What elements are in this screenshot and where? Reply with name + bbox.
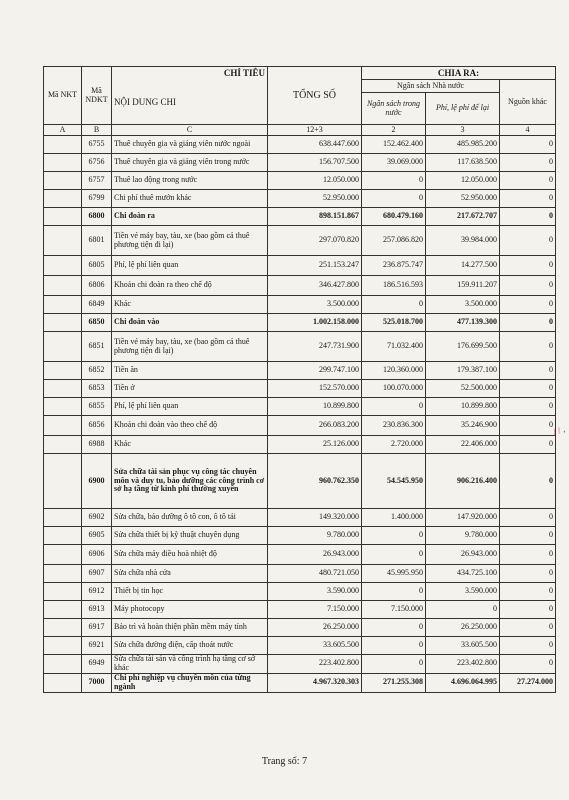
table-row [44,583,556,601]
row-nkt-cell [44,436,82,454]
row-content-cell: Tiền vé máy bay, tàu, xe (bao gồm cả thuê phương tiện đi lại) [112,332,268,362]
table-row [44,601,556,619]
row-nkt-cell [44,601,82,619]
row-content-cell: Bảo trì và hoàn thiện phần mềm máy tính [112,619,268,637]
table-row [44,454,556,509]
row-fees-cell: 3.500.000 [426,296,500,314]
row-nkt-cell [44,527,82,545]
row-total-cell: 156.707.500 [268,154,362,172]
table-row [44,362,556,380]
row-fees-cell: 22.406.000 [426,436,500,454]
row-nkt-cell [44,190,82,208]
table-row [44,226,556,256]
row-domestic-cell: 0 [362,655,426,674]
row-other-cell: 0 [500,509,556,527]
row-other-cell: 0 [500,601,556,619]
row-domestic-cell: 7.150.000 [362,601,426,619]
row-total-cell: 149.320.000 [268,509,362,527]
row-total-cell: 9.780.000 [268,527,362,545]
row-code-cell: 6902 [82,509,112,527]
row-content-cell: Sửa chữa nhà cửa [112,565,268,583]
row-total-cell: 152.570.000 [268,380,362,398]
column-letter: 3 [426,125,500,136]
header-ma-ndkt: Mã NDKT [82,67,112,125]
table-row [44,172,556,190]
row-content-cell: Sửa chữa thiết bị kỹ thuật chuyên dụng [112,527,268,545]
row-nkt-cell [44,208,82,226]
table-row [44,276,556,296]
header-phi-le-phi: Phí, lệ phí để lại [426,93,500,125]
handwritten-mark: / / , [551,423,567,438]
table-row [44,398,556,416]
row-fees-cell: 10.899.800 [426,398,500,416]
row-domestic-cell: 120.360.000 [362,362,426,380]
row-other-cell: 0 [500,154,556,172]
column-letter: 4 [500,125,556,136]
row-nkt-cell [44,509,82,527]
row-total-cell: 12.050.000 [268,172,362,190]
row-total-cell: 10.899.800 [268,398,362,416]
row-domestic-cell: 680.479.160 [362,208,426,226]
row-code-cell: 6849 [82,296,112,314]
row-code-cell: 6856 [82,416,112,436]
row-other-cell: 0 [500,314,556,332]
row-total-cell: 251.153.247 [268,256,362,276]
row-fees-cell: 12.050.000 [426,172,500,190]
row-other-cell: 0 [500,190,556,208]
row-code-cell: 6757 [82,172,112,190]
row-other-cell: 0 [500,172,556,190]
row-domestic-cell: 0 [362,172,426,190]
row-domestic-cell: 2.720.000 [362,436,426,454]
row-content-cell: Sửa chữa máy điều hoà nhiệt độ [112,545,268,565]
budget-table [43,66,556,693]
row-code-cell: 6853 [82,380,112,398]
row-content-cell: Chi đoàn vào [112,314,268,332]
row-fees-cell: 26.943.000 [426,545,500,565]
header-tong-so: TỔNG SỐ [268,67,362,125]
row-fees-cell: 179.387.100 [426,362,500,380]
row-total-cell: 266.083.200 [268,416,362,436]
table-row [44,527,556,545]
row-nkt-cell [44,619,82,637]
row-domestic-cell: 45.995.950 [362,565,426,583]
row-fees-cell: 485.985.200 [426,136,500,154]
row-code-cell: 6905 [82,527,112,545]
row-content-cell: Tiền ở [112,380,268,398]
row-fees-cell: 14.277.500 [426,256,500,276]
column-letter-row [44,125,556,136]
row-total-cell: 346.427.800 [268,276,362,296]
row-content-cell: Thuê lao động trong nước [112,172,268,190]
row-other-cell: 0 [500,362,556,380]
row-total-cell: 223.402.800 [268,655,362,674]
row-total-cell: 247.731.900 [268,332,362,362]
row-code-cell: 6805 [82,256,112,276]
row-nkt-cell [44,655,82,674]
row-other-cell: 0 [500,454,556,509]
row-code-cell: 6755 [82,136,112,154]
row-content-cell: Tiền vé máy bay, tàu, xe (bao gồm cả thuê phương tiện đi lại) [112,226,268,256]
row-content-cell: Khoản chi đoàn ra theo chế độ [112,276,268,296]
row-nkt-cell [44,296,82,314]
column-letter: 2 [362,125,426,136]
row-total-cell: 7.150.000 [268,601,362,619]
row-other-cell: 0 [500,136,556,154]
row-domestic-cell: 236.875.747 [362,256,426,276]
row-content-cell: Thuê chuyên gia và giảng viên trong nước [112,154,268,172]
row-nkt-cell [44,583,82,601]
row-other-cell: 0 [500,436,556,454]
row-other-cell: 0 [500,655,556,674]
row-content-cell: Sửa chữa, bảo dưỡng ô tô con, ô tô tải [112,509,268,527]
row-nkt-cell [44,172,82,190]
row-domestic-cell: 186.516.593 [362,276,426,296]
row-nkt-cell [44,136,82,154]
table-row [44,655,556,674]
row-fees-cell: 33.605.500 [426,637,500,655]
row-other-cell: 0 [500,416,556,436]
row-content-cell: Thuê chuyên gia và giảng viên nước ngoài [112,136,268,154]
row-total-cell: 480.721.050 [268,565,362,583]
row-total-cell: 33.605.500 [268,637,362,655]
row-other-cell: 0 [500,208,556,226]
row-total-cell: 898.151.867 [268,208,362,226]
row-domestic-cell: 0 [362,545,426,565]
row-nkt-cell [44,565,82,583]
row-content-cell: Phí, lệ phí liên quan [112,398,268,416]
table-row [44,380,556,398]
row-fees-cell: 39.984.000 [426,226,500,256]
table-row [44,256,556,276]
column-letter: B [82,125,112,136]
row-nkt-cell [44,154,82,172]
row-content-cell: Khác [112,296,268,314]
row-fees-cell: 477.139.300 [426,314,500,332]
table-row [44,637,556,655]
row-code-cell: 6913 [82,601,112,619]
row-fees-cell: 52.500.000 [426,380,500,398]
table-row [44,416,556,436]
row-total-cell: 299.747.100 [268,362,362,380]
table-row [44,314,556,332]
row-domestic-cell: 54.545.950 [362,454,426,509]
row-domestic-cell: 271.255.308 [362,673,426,692]
row-fees-cell: 217.672.707 [426,208,500,226]
row-content-cell: Thiết bị tin học [112,583,268,601]
row-code-cell: 6906 [82,545,112,565]
row-nkt-cell [44,276,82,296]
header-ma-nkt: Mã NKT [44,67,82,125]
row-content-cell: Chi đoàn ra [112,208,268,226]
row-nkt-cell [44,256,82,276]
header-ngan-sach-nha-nuoc: Ngân sách Nhà nước [362,80,500,93]
row-fees-cell: 117.638.500 [426,154,500,172]
table-row [44,332,556,362]
row-nkt-cell [44,637,82,655]
row-domestic-cell: 0 [362,296,426,314]
page-number: Trang số: 7 [261,756,308,767]
row-total-cell: 25.126.000 [268,436,362,454]
row-fees-cell: 906.216.400 [426,454,500,509]
row-fees-cell: 176.699.500 [426,332,500,362]
row-other-cell: 0 [500,296,556,314]
row-nkt-cell [44,362,82,380]
row-code-cell: 6851 [82,332,112,362]
row-content-cell: Chi phí nghiệp vụ chuyên môn của từng ngành [112,673,268,692]
row-fees-cell: 35.246.900 [426,416,500,436]
row-domestic-cell: 100.070.000 [362,380,426,398]
header-chi-tieu: CHỈ TIÊU [112,67,268,80]
row-code-cell: 6799 [82,190,112,208]
row-code-cell: 6900 [82,454,112,509]
row-other-cell: 0 [500,398,556,416]
column-letter: C [112,125,268,136]
table-row [44,190,556,208]
row-code-cell: 6800 [82,208,112,226]
row-code-cell: 6756 [82,154,112,172]
row-total-cell: 1.002.158.000 [268,314,362,332]
row-code-cell: 7000 [82,673,112,692]
row-code-cell: 6907 [82,565,112,583]
row-domestic-cell: 39.069.000 [362,154,426,172]
row-other-cell: 0 [500,256,556,276]
row-code-cell: 6921 [82,637,112,655]
row-nkt-cell [44,380,82,398]
row-domestic-cell: 152.462.400 [362,136,426,154]
row-fees-cell: 223.402.800 [426,655,500,674]
column-letter: 12+3 [268,125,362,136]
row-other-cell: 0 [500,565,556,583]
row-nkt-cell [44,332,82,362]
row-code-cell: 6912 [82,583,112,601]
row-other-cell: 0 [500,527,556,545]
row-nkt-cell [44,545,82,565]
row-code-cell: 6801 [82,226,112,256]
row-other-cell: 0 [500,276,556,296]
row-total-cell: 638.447.600 [268,136,362,154]
row-domestic-cell: 0 [362,398,426,416]
row-domestic-cell: 0 [362,583,426,601]
row-domestic-cell: 0 [362,527,426,545]
row-total-cell: 52.950.000 [268,190,362,208]
row-domestic-cell: 525.018.700 [362,314,426,332]
header-noi-dung-chi: NỘI DUNG CHI [112,80,268,125]
row-nkt-cell [44,226,82,256]
row-total-cell: 960.762.350 [268,454,362,509]
row-domestic-cell: 1.400.000 [362,509,426,527]
row-nkt-cell [44,454,82,509]
row-fees-cell: 26.250.000 [426,619,500,637]
column-letter: A [44,125,82,136]
row-content-cell: Máy photocopy [112,601,268,619]
row-code-cell: 6949 [82,655,112,674]
table-row [44,673,556,692]
row-nkt-cell [44,673,82,692]
row-fees-cell: 9.780.000 [426,527,500,545]
table-row [44,545,556,565]
row-fees-cell: 434.725.100 [426,565,500,583]
row-domestic-cell: 71.032.400 [362,332,426,362]
row-code-cell: 6850 [82,314,112,332]
row-nkt-cell [44,398,82,416]
table-row [44,619,556,637]
row-total-cell: 3.500.000 [268,296,362,314]
row-content-cell: Khoản chi đoàn vào theo chế độ [112,416,268,436]
row-other-cell: 0 [500,637,556,655]
row-fees-cell: 3.590.000 [426,583,500,601]
row-domestic-cell: 257.086.820 [362,226,426,256]
row-other-cell: 0 [500,583,556,601]
table-row [44,154,556,172]
header-chia-ra: CHIA RA: [362,67,556,80]
row-domestic-cell: 0 [362,619,426,637]
row-content-cell: Tiền ăn [112,362,268,380]
table-row [44,565,556,583]
row-other-cell: 0 [500,619,556,637]
row-other-cell: 27.274.000 [500,673,556,692]
row-code-cell: 6852 [82,362,112,380]
row-content-cell: Sửa chữa đường điện, cấp thoát nước [112,637,268,655]
header-ngan-sach-trong-nuoc: Ngân sách trong nước [362,93,426,125]
table-row [44,136,556,154]
row-content-cell: Phí, lệ phí liên quan [112,256,268,276]
table-row [44,208,556,226]
row-other-cell: 0 [500,545,556,565]
row-total-cell: 4.967.320.303 [268,673,362,692]
row-nkt-cell [44,416,82,436]
header-nguon-khac: Nguồn khác [500,80,556,125]
row-content-cell: Sửa chữa tài sản phục vụ công tác chuyên môn và duy tu, bảo dưỡng các công trình cơ sở hạ tầng từ kinh phí thường xuyên [112,454,268,509]
row-fees-cell: 0 [426,601,500,619]
row-total-cell: 26.943.000 [268,545,362,565]
row-fees-cell: 159.911.207 [426,276,500,296]
row-domestic-cell: 230.836.300 [362,416,426,436]
table-row [44,436,556,454]
row-domestic-cell: 0 [362,190,426,208]
row-other-cell: 0 [500,380,556,398]
row-content-cell: Khác [112,436,268,454]
row-content-cell: Chi phí thuê mướn khác [112,190,268,208]
row-code-cell: 6855 [82,398,112,416]
row-code-cell: 6988 [82,436,112,454]
row-content-cell: Sửa chữa tài sản và công trình hạ tầng cơ sở khác [112,655,268,674]
row-code-cell: 6806 [82,276,112,296]
row-fees-cell: 52.950.000 [426,190,500,208]
row-total-cell: 3.590.000 [268,583,362,601]
row-nkt-cell [44,314,82,332]
row-fees-cell: 4.696.064.995 [426,673,500,692]
row-total-cell: 297.070.820 [268,226,362,256]
row-fees-cell: 147.920.000 [426,509,500,527]
row-total-cell: 26.250.000 [268,619,362,637]
row-other-cell: 0 [500,332,556,362]
row-code-cell: 6917 [82,619,112,637]
row-domestic-cell: 0 [362,637,426,655]
table-row [44,509,556,527]
table-row [44,296,556,314]
row-other-cell: 0 [500,226,556,256]
